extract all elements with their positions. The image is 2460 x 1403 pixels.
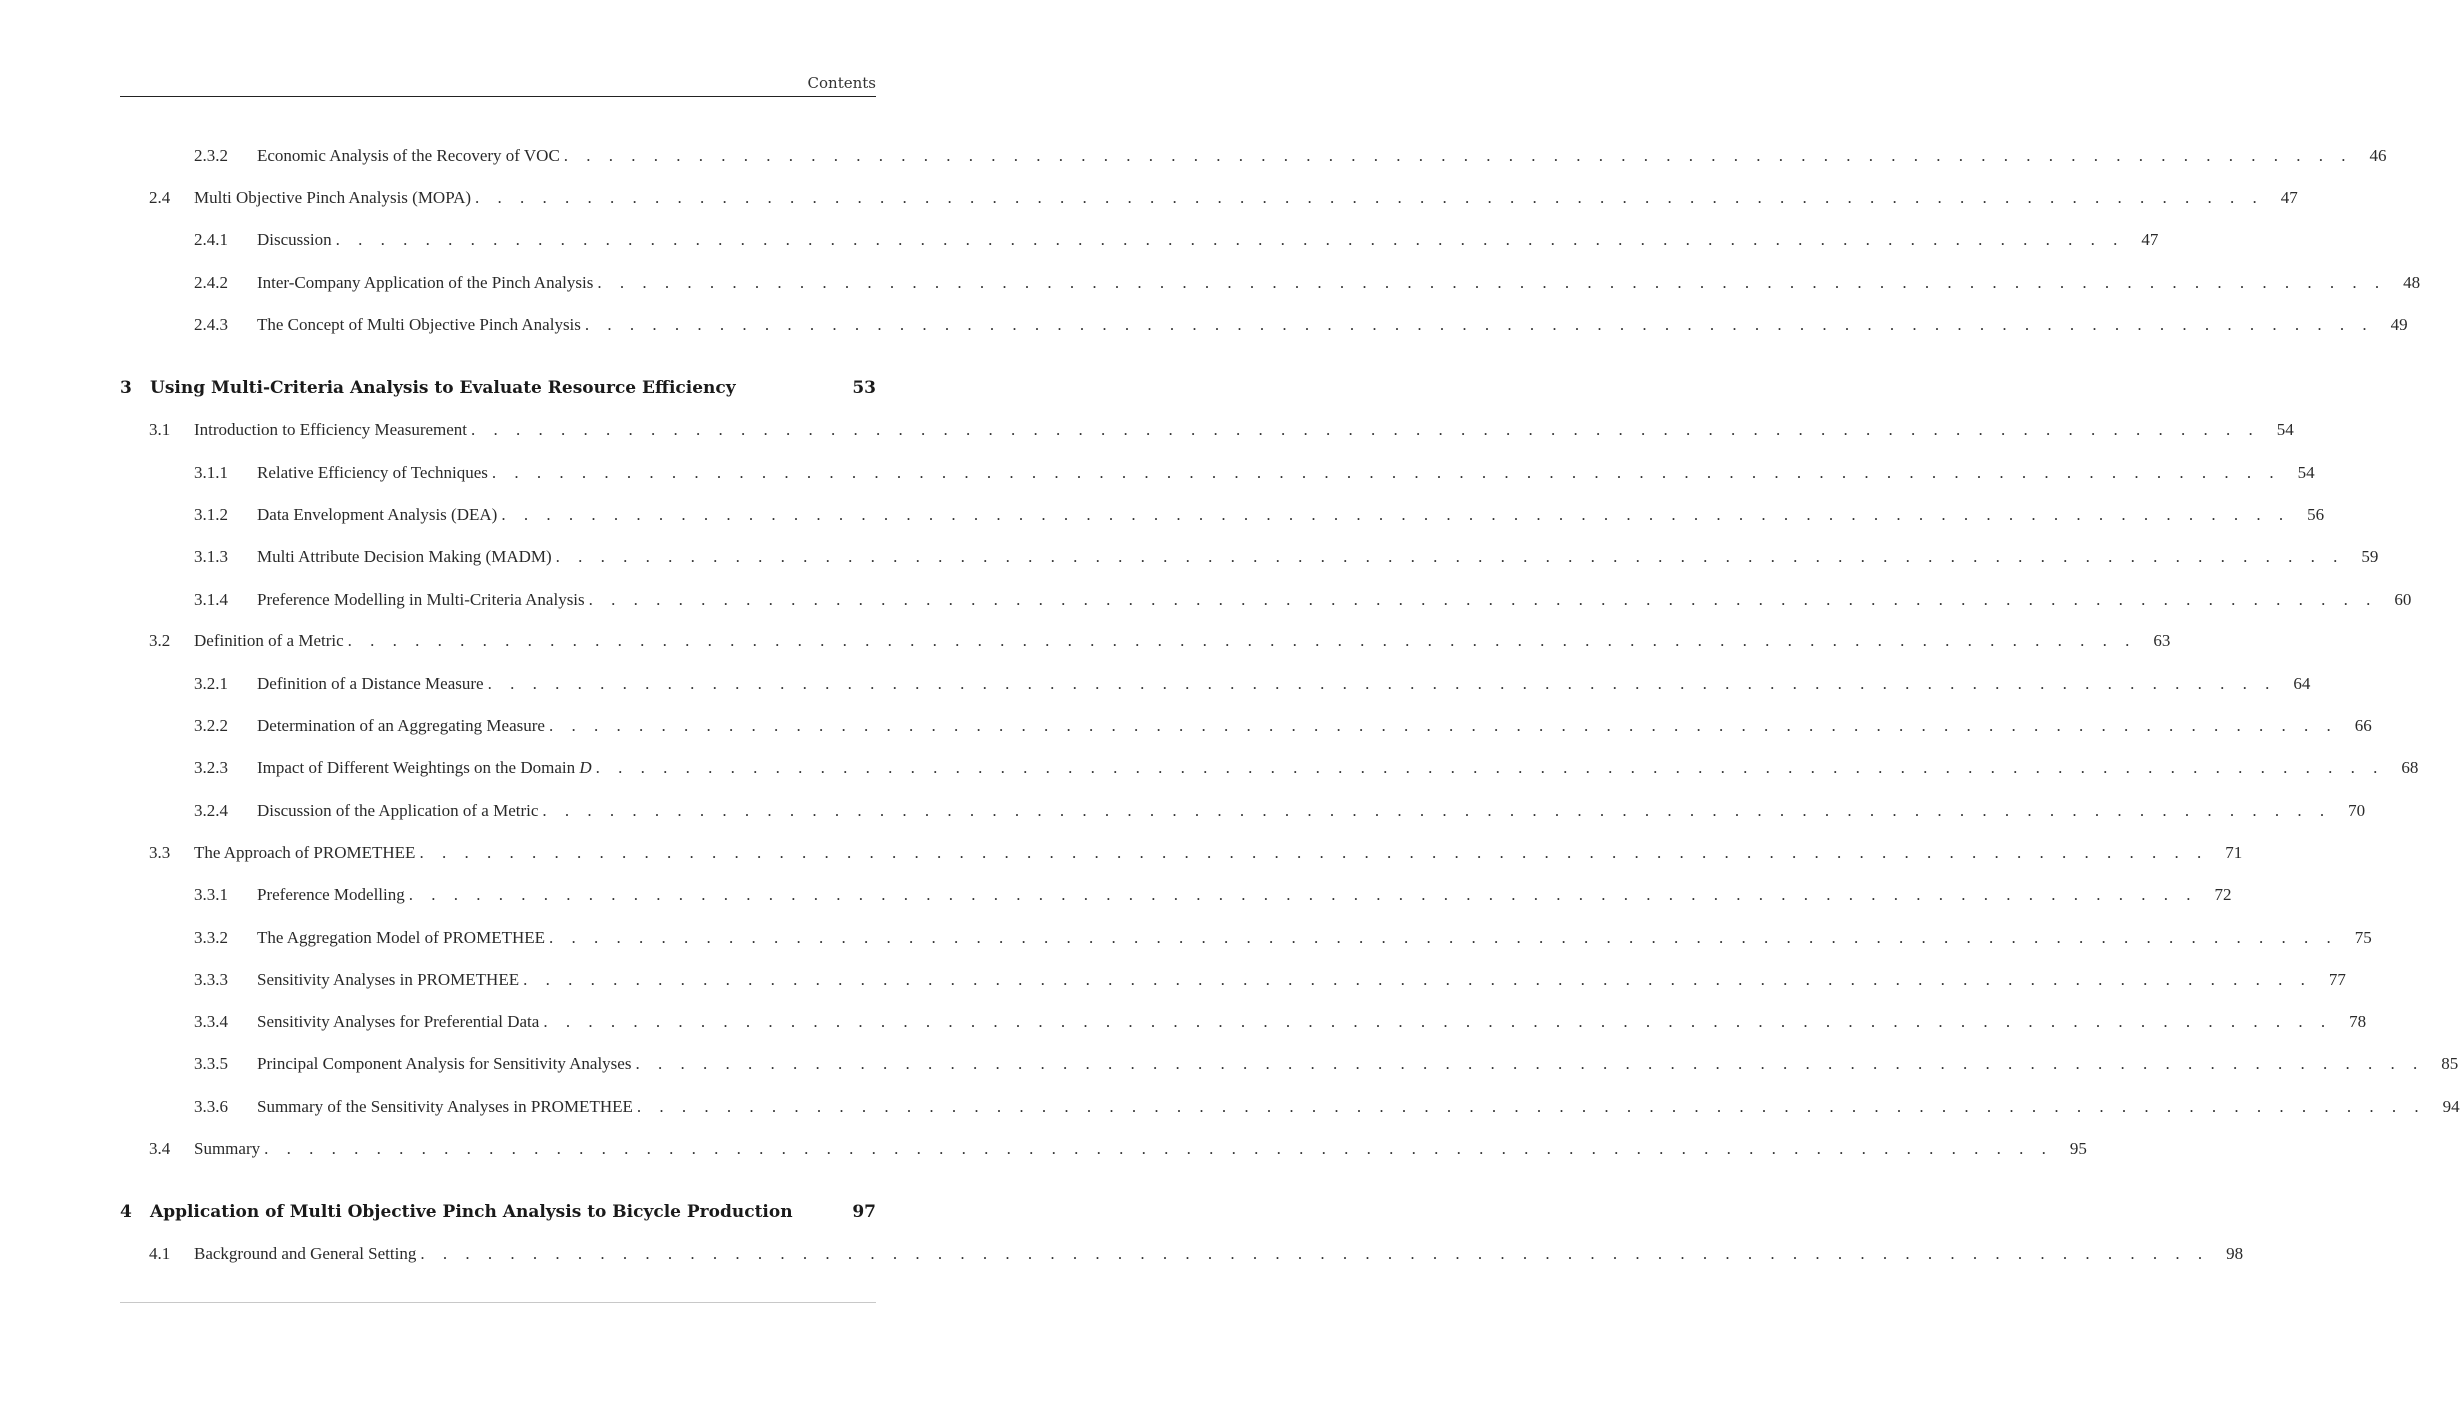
entry-title: Definition of a Distance Measure — [257, 674, 484, 693]
entry-title: Application of Multi Objective Pinch Analysis to Bicycle Production — [150, 1202, 793, 1222]
entry-number: 2.4.2 — [194, 273, 228, 292]
toc-subsection-entry[interactable] — [120, 970, 2346, 1000]
toc-section-entry[interactable] — [120, 1244, 2244, 1274]
dot-leader: . . . . . . . . . . . . . . . . . . . . . . . . . . . . . . . . . . . . . . . . . . . . . . . . . . . . . . . . . . . . . . . . . . . . . . . . . . . . . . . . — [523, 970, 2312, 989]
entry-page-number: 97 — [852, 1202, 876, 1222]
entry-page-number: 53 — [852, 378, 876, 398]
entry-title: Summary — [194, 1139, 261, 1158]
entry-title: Discussion of the Application of a Metric — [257, 801, 539, 820]
dot-leader: . . . . . . . . . . . . . . . . . . . . . . . . . . . . . . . . . . . . . . . . . . . . . . . . . . . . . . . . . . . . . . . . . . . . . . . . . . . . . . . . — [584, 315, 2374, 334]
dot-leader: . . . . . . . . . . . . . . . . . . . . . . . . . . . . . . . . . . . . . . . . . . . . . . . . . . . . . . . . . . . . . . . . . . . . . . . . . . . . . . . . — [588, 590, 2378, 609]
entry-page-number: 63 — [2153, 631, 2171, 650]
entry-title: Determination of an Aggregating Measure — [257, 716, 545, 735]
entry-title: Preference Modelling — [257, 885, 405, 904]
entry-page-number: 64 — [2293, 674, 2311, 693]
toc-subsection-entry[interactable] — [120, 230, 2159, 260]
dot-leader: . . . . . . . . . . . . . . . . . . . . . . . . . . . . . . . . . . . . . . . . . . . . . . . . . . . . . . . . . . . . . . . . . . . . . . . . . . . . . . . . — [491, 463, 2281, 482]
dot-leader: . . . . . . . . . . . . . . . . . . . . . . . . . . . . . . . . . . . . . . . . . . . . . . . . . . . . . . . . . . . . . . . . . . . . . . . . . . . . . . . . — [475, 188, 2264, 207]
math-symbol-d: D — [579, 758, 592, 777]
toc-subsection-entry[interactable] — [120, 801, 2366, 831]
dot-leader: . . . . . . . . . . . . . . . . . . . . . . . . . . . . . . . . . . . . . . . . . . . . . . . . . . . . . . . . . . . . . . . . . . . . . . . . . . . . . . . . — [563, 146, 2353, 165]
dot-leader: . . . . . . . . . . . . . . . . . . . . . . . . . . . . . . . . . . . . . . . . . . . . . . . . . . . . . . . . . . . . . . . . . . . . . . . . . . . . . . . . — [636, 1097, 2426, 1116]
dot-leader: . . . . . . . . . . . . . . . . . . . . . . . . . . . . . . . . . . . . . . . . . . . . . . . . . . . . . . . . . . . . . . . . . . . . . . . . . . . . . . . . — [543, 1012, 2333, 1031]
dot-leader: . . . . . . . . . . . . . . . . . . . . . . . . . . . . . . . . . . . . . . . . . . . . . . . . . . . . . . . . . . . . . . . . . . . . . . . . . . . . . . . . — [501, 505, 2291, 524]
toc-subsection-entry[interactable] — [120, 146, 2387, 176]
entry-number: 3.1.4 — [194, 590, 228, 609]
entry-number: 2.3.2 — [194, 146, 228, 165]
entry-page-number: 60 — [2394, 590, 2412, 609]
entry-number: 2.4 — [149, 188, 171, 207]
entry-number: 2.4.3 — [194, 315, 228, 334]
dot-leader: . . . . . . . . . . . . . . . . . . . . . . . . . . . . . . . . . . . . . . . . . . . . . . . . . . . . . . . . . . . . . . . . . . . . . . . . . . . . . . . . — [597, 273, 2387, 292]
dot-leader: . . . . . . . . . . . . . . . . . . . . . . . . . . . . . . . . . . . . . . . . . . . . . . . . . . . . . . . . . . . . . . . . . . . . . . . . . . . . . . . . — [548, 716, 2338, 735]
entry-title: Summary of the Sensitivity Analyses in PROMETHEE — [257, 1097, 633, 1116]
footer-rule — [120, 1302, 876, 1303]
entry-title: The Aggregation Model of PROMETHEE — [257, 928, 546, 947]
entry-number: 3.3.3 — [194, 970, 228, 989]
entry-page-number: 75 — [2354, 928, 2372, 947]
dot-leader: . . . . . . . . . . . . . . . . . . . . . . . . . . . . . . . . . . . . . . . . . . . . . . . . . . . . . . . . . . . . . . . . . . . . . . . . . . . . . . . . — [595, 758, 2385, 777]
entry-title: Inter-Company Application of the Pinch Analysis — [257, 273, 594, 292]
entry-number: 3.3.1 — [194, 885, 228, 904]
entry-page-number: 85 — [2441, 1054, 2459, 1073]
entry-title: Relative Efficiency of Techniques — [257, 463, 488, 482]
dot-leader: . . . . . . . . . . . . . . . . . . . . . . . . . . . . . . . . . . . . . . . . . . . . . . . . . . . . . . . . . . . . . . . . . . . . . . . . . . . . . . . . — [264, 1139, 2053, 1158]
header-rule — [120, 96, 876, 97]
entry-number: 3.3 — [149, 843, 171, 862]
entry-page-number: 56 — [2307, 505, 2325, 524]
dot-leader: . . . . . . . . . . . . . . . . . . . . . . . . . . . . . . . . . . . . . . . . . . . . . . . . . . . . . . . . . . . . . . . . . . . . . . . . . . . . . . . . — [471, 420, 2260, 439]
entry-number: 3.2.2 — [194, 716, 228, 735]
dot-leader: . . . . . . . . . . . . . . . . . . . . . . . . . . . . . . . . . . . . . . . . . . . . . . . . . . . . . . . . . . . . . . . . . . . . . . . . . . . . . . . . — [335, 230, 2125, 249]
dot-leader: . . . . . . . . . . . . . . . . . . . . . . . . . . . . . . . . . . . . . . . . . . . . . . . . . . . . . . . . . . . . . . . . . . . . . . . . . . . . . . . . — [635, 1054, 2425, 1073]
entry-page-number: 47 — [2141, 230, 2159, 249]
entry-title: Economic Analysis of the Recovery of VOC — [257, 146, 560, 165]
entry-number: 3.1.1 — [194, 463, 228, 482]
toc-subsection-entry[interactable] — [120, 547, 2379, 577]
entry-title: Introduction to Efficiency Measurement — [194, 420, 468, 439]
entry-title: Using Multi-Criteria Analysis to Evaluate Resource Efficiency — [150, 378, 736, 398]
entry-page-number: 72 — [2214, 885, 2232, 904]
entry-title: Multi Attribute Decision Making (MADM) — [257, 547, 552, 566]
toc-subsection-entry[interactable] — [120, 315, 2408, 345]
toc-subsection-entry[interactable] — [120, 1097, 2460, 1127]
running-title: Contents — [807, 74, 876, 92]
entry-number: 3.3.2 — [194, 928, 228, 947]
entry-title: Data Envelopment Analysis (DEA) — [257, 505, 498, 524]
entry-number: 3.3.6 — [194, 1097, 228, 1116]
entry-number: 4.1 — [149, 1244, 171, 1263]
entry-page-number: 71 — [2225, 843, 2243, 862]
toc-subsection-entry[interactable] — [120, 505, 2325, 535]
entry-number: 3.3.5 — [194, 1054, 228, 1073]
entry-title: Sensitivity Analyses for Preferential Data — [257, 1012, 540, 1031]
dot-leader: . . . . . . . . . . . . . . . . . . . . . . . . . . . . . . . . . . . . . . . . . . . . . . . . . . . . . . . . . . . . . . . . . . . . . . . . . . . . . . . . — [555, 547, 2345, 566]
entry-page-number: 68 — [2401, 758, 2419, 777]
entry-title: Background and General Setting — [194, 1244, 417, 1263]
toc-subsection-entry[interactable] — [120, 928, 2372, 958]
entry-title: Discussion — [257, 230, 332, 249]
toc-section-entry[interactable] — [120, 188, 2298, 218]
entry-number: 3.1.3 — [194, 547, 228, 566]
entry-page-number: 48 — [2403, 273, 2421, 292]
dot-leader: . . . . . . . . . . . . . . . . . . . . . . . . . . . . . . . . . . . . . . . . . . . . . . . . . . . . . . . . . . . . . . . . . . . . . . . . . . . . . . . . — [419, 843, 2209, 862]
entry-number: 3.4 — [149, 1139, 171, 1158]
dot-leader: . . . . . . . . . . . . . . . . . . . . . . . . . . . . . . . . . . . . . . . . . . . . . . . . . . . . . . . . . . . . . . . . . . . . . . . . . . . . . . . . — [487, 674, 2277, 693]
entry-number: 4 — [120, 1202, 132, 1222]
entry-page-number: 77 — [2328, 970, 2346, 989]
entry-number: 3.1.2 — [194, 505, 228, 524]
entry-title: The Concept of Multi Objective Pinch Analysis — [257, 315, 581, 334]
entry-page-number: 98 — [2226, 1244, 2244, 1263]
entry-number: 2.4.1 — [194, 230, 228, 249]
entry-number: 3 — [120, 378, 132, 398]
toc-subsection-entry[interactable] — [120, 716, 2372, 746]
entry-page-number: 49 — [2390, 315, 2408, 334]
entry-title: Preference Modelling in Multi-Criteria Analysis — [257, 590, 585, 609]
entry-page-number: 94 — [2442, 1097, 2460, 1116]
toc-subsection-entry[interactable] — [120, 590, 2412, 620]
dot-leader: . . . . . . . . . . . . . . . . . . . . . . . . . . . . . . . . . . . . . . . . . . . . . . . . . . . . . . . . . . . . . . . . . . . . . . . . . . . . . . . . — [549, 928, 2338, 947]
toc-subsection-entry[interactable] — [120, 885, 2232, 915]
toc-section-entry[interactable] — [120, 1139, 2087, 1169]
toc-subsection-entry[interactable] — [120, 273, 2421, 303]
entry-number: 3.2 — [149, 631, 171, 650]
entry-page-number: 54 — [2276, 420, 2294, 439]
entry-page-number: 66 — [2354, 716, 2372, 735]
entry-page-number: 54 — [2297, 463, 2315, 482]
entry-title: Impact of Different Weightings on the Domain D — [257, 758, 592, 777]
entry-page-number: 78 — [2349, 1012, 2367, 1031]
entry-title: Multi Objective Pinch Analysis (MOPA) — [194, 188, 472, 207]
entry-page-number: 95 — [2069, 1139, 2087, 1158]
entry-number: 3.2.4 — [194, 801, 228, 820]
entry-page-number: 47 — [2280, 188, 2298, 207]
toc-subsection-entry[interactable] — [120, 1012, 2367, 1042]
entry-page-number: 59 — [2361, 547, 2379, 566]
toc-chapter-entry[interactable] — [120, 1202, 876, 1232]
entry-page-number: 46 — [2369, 146, 2387, 165]
entry-title: The Approach of PROMETHEE — [194, 843, 416, 862]
toc-subsection-entry[interactable] — [120, 758, 2419, 788]
entry-page-number: 70 — [2348, 801, 2366, 820]
toc-subsection-entry[interactable] — [120, 674, 2311, 704]
entry-title: Sensitivity Analyses in PROMETHEE — [257, 970, 520, 989]
toc-chapter-entry[interactable] — [120, 378, 876, 408]
toc-section-entry[interactable] — [120, 631, 2171, 661]
entry-number: 3.3.4 — [194, 1012, 228, 1031]
dot-leader: . . . . . . . . . . . . . . . . . . . . . . . . . . . . . . . . . . . . . . . . . . . . . . . . . . . . . . . . . . . . . . . . . . . . . . . . . . . . . . . . — [420, 1244, 2210, 1263]
entry-number: 3.1 — [149, 420, 171, 439]
toc-subsection-entry[interactable] — [120, 463, 2315, 493]
toc-section-entry[interactable] — [120, 420, 2294, 450]
entry-number: 3.2.1 — [194, 674, 228, 693]
dot-leader: . . . . . . . . . . . . . . . . . . . . . . . . . . . . . . . . . . . . . . . . . . . . . . . . . . . . . . . . . . . . . . . . . . . . . . . . . . . . . . . . — [408, 885, 2198, 904]
toc-section-entry[interactable] — [120, 843, 2243, 873]
toc-subsection-entry[interactable] — [120, 1054, 2459, 1084]
entry-title: Principal Component Analysis for Sensitivity Analyses — [257, 1054, 632, 1073]
entry-title: Definition of a Metric — [194, 631, 344, 650]
entry-number: 3.2.3 — [194, 758, 228, 777]
dot-leader: . . . . . . . . . . . . . . . . . . . . . . . . . . . . . . . . . . . . . . . . . . . . . . . . . . . . . . . . . . . . . . . . . . . . . . . . . . . . . . . . — [347, 631, 2137, 650]
dot-leader: . . . . . . . . . . . . . . . . . . . . . . . . . . . . . . . . . . . . . . . . . . . . . . . . . . . . . . . . . . . . . . . . . . . . . . . . . . . . . . . . — [542, 801, 2332, 820]
